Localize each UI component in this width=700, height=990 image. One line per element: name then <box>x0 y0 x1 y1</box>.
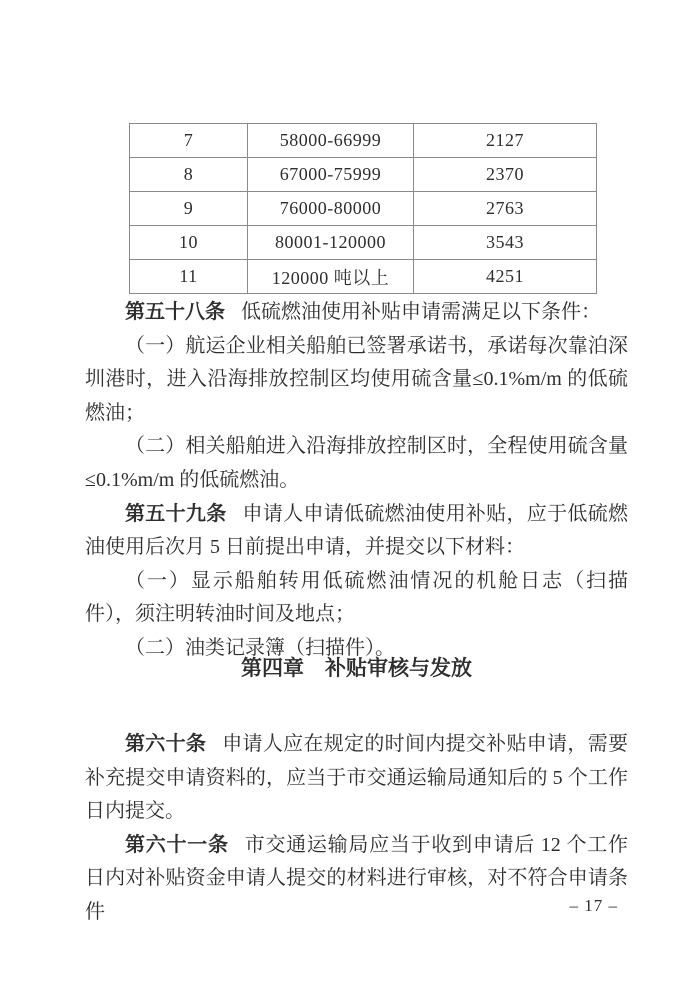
article-60-title: 第六十条 <box>125 733 207 755</box>
article-59-title: 第五十九条 <box>125 502 227 525</box>
article-58-item-1: （一）航运企业相关船舶已签署承诺书，承诺每次靠泊深圳港时，进入沿海排放控制区均使用硫含量≤0.1%m/m 的低硫燃油； <box>85 334 628 424</box>
article-58-text: 低硫燃油使用补贴申请需满足以下条件： <box>241 301 601 323</box>
subsidy-amount-cell: 2370 <box>414 158 597 192</box>
article-60-paragraph <box>85 728 628 829</box>
article-59-item-2: （二）油类记录簿（扫描件）。 <box>125 636 395 659</box>
tonnage-tier-cell: 7 <box>130 124 248 158</box>
article-61-text: 市交通运输局应当于收到申请后 12 个工作日内对补贴资金申请人提交的材料进行审核，对不符合申请条件 <box>85 833 629 923</box>
article-58-item-2: （二）相关船舶进入沿海排放控制区时，全程使用硫含量≤0.1%m/m 的低硫燃油。 <box>85 435 628 491</box>
article-59-text: 申请人申请低硫燃油使用补贴，应于低硫燃油使用后次月 5 日前提出申请，并提交以下材料： <box>85 502 629 559</box>
tonnage-range-cell: 76000-80000 <box>248 192 414 226</box>
subsidy-amount-cell: 4251 <box>414 260 597 294</box>
subsidy-amount-cell: 2763 <box>414 192 597 226</box>
table-row <box>130 226 597 260</box>
tonnage-tier-cell: 8 <box>130 158 248 192</box>
subsidy-amount-cell: 3543 <box>414 226 597 260</box>
tonnage-range-cell: 67000-75999 <box>248 158 414 192</box>
tonnage-tier-cell: 11 <box>130 260 248 294</box>
subsidy-table <box>129 123 597 294</box>
page-number: – 17 – <box>569 896 618 915</box>
article-58-title: 第五十八条 <box>125 301 225 323</box>
table-row <box>130 124 597 158</box>
tonnage-tier-cell: 10 <box>130 226 248 260</box>
table-row <box>130 260 597 294</box>
article-59-paragraph <box>85 498 628 565</box>
articles-58-59-block <box>85 296 628 666</box>
article-61-title: 第六十一条 <box>125 833 229 856</box>
article-61-paragraph <box>85 829 628 930</box>
subsidy-amount-cell: 2127 <box>414 124 597 158</box>
articles-60-61-block <box>85 728 628 930</box>
tonnage-range-cell: 120000 吨以上 <box>248 260 414 294</box>
tonnage-range-cell: 58000-66999 <box>248 124 414 158</box>
table-row <box>130 192 597 226</box>
article-58-paragraph <box>85 296 628 330</box>
table-row <box>130 158 597 192</box>
tonnage-tier-cell: 9 <box>130 192 248 226</box>
tonnage-range-cell: 80001-120000 <box>248 226 414 260</box>
chapter-4-heading: 第四章 补贴审核与发放 <box>241 657 472 680</box>
article-59-item-1: （一）显示船舶转用低硫燃油情况的机舱日志（扫描件），须注明转油时间及地点； <box>85 569 628 626</box>
article-60-text: 申请人应在规定的时间内提交补贴申请，需要补充提交申请资料的，应当于市交通运输局通知后的 5 个工作日内提交。 <box>85 733 629 823</box>
